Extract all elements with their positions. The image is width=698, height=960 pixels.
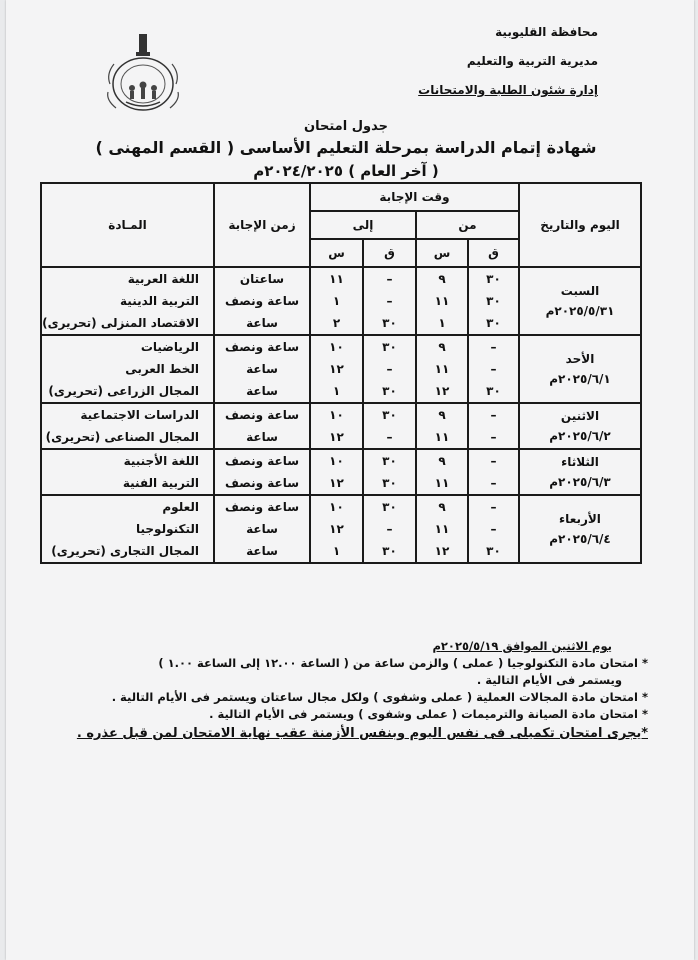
from-hours-cell-line: ١١ <box>434 362 450 376</box>
header-answer-time: وقت الإجابة <box>310 183 519 211</box>
exam-date: ٢٠٢٥/٦/٣م <box>549 475 611 489</box>
exam-notes <box>28 638 648 745</box>
duration-cell-line: ساعة <box>246 522 278 536</box>
header-to-hours: س <box>310 239 363 267</box>
from-minutes-cell <box>468 495 519 563</box>
exam-date: ٢٠٢٥/٦/١م <box>549 372 611 386</box>
table-row <box>41 335 641 403</box>
from-minutes-cell-line: – <box>490 430 497 444</box>
day-name: الثلاثاء <box>561 455 599 469</box>
exam-date: ٢٠٢٥/٦/٤م <box>549 532 611 546</box>
header-department: إدارة شئون الطلبة والامتحانات <box>418 83 598 97</box>
subject-cell-line: المجال التجارى (تحريرى) <box>51 544 199 558</box>
to-minutes-cell-line: ٣٠ <box>382 340 397 354</box>
subject-cell <box>41 335 214 403</box>
from-hours-cell <box>416 267 468 335</box>
to-hours-cell-line: ٢ <box>332 316 341 330</box>
to-minutes-cell-line: – <box>386 362 393 376</box>
note-practical-fields: * امتحان مادة المجالات العملية ( عملى وشفوى ) ولكل مجال ساعتان ويستمر فى الأيام التالية . <box>111 690 648 704</box>
duration-cell-line: ساعة <box>246 316 278 330</box>
from-hours-cell-line: ١١ <box>434 430 450 444</box>
subject-cell <box>41 449 214 495</box>
subject-cell <box>41 495 214 563</box>
to-minutes-cell <box>363 449 416 495</box>
to-hours-cell <box>310 335 363 403</box>
to-hours-cell <box>310 267 363 335</box>
subject-cell-line: اللغة العربية <box>127 272 199 286</box>
from-minutes-cell-line: – <box>490 408 497 422</box>
header-to-minutes: ق <box>363 239 416 267</box>
header-directorate: مديرية التربية والتعليم <box>466 54 598 68</box>
from-hours-cell-line: ١ <box>438 316 446 330</box>
note-technology: * امتحان مادة التكنولوجيا ( عملى ) والزمن ساعة من ( الساعة ١٢.٠٠ إلى الساعة ١.٠٠ ) <box>158 656 648 670</box>
duration-cell-line: ساعة <box>246 362 278 376</box>
from-minutes-cell-line: ٣٠ <box>486 294 501 308</box>
header-governorate: محافظة القليوبية <box>495 25 598 39</box>
to-minutes-cell-line: ٣٠ <box>382 544 397 558</box>
issuer-header <box>338 18 598 105</box>
day-name: الأحد <box>565 352 595 366</box>
certificate-title: شهادة إتمام الدراسة بمرحلة التعليم الأساسى ( القسم المهنى ) <box>95 138 597 157</box>
to-hours-cell-line: ١٢ <box>329 522 344 536</box>
subject-cell-line: التربية الدينية <box>120 294 199 308</box>
duration-cell <box>214 495 310 563</box>
from-minutes-cell-line: – <box>490 340 497 354</box>
day-date-cell <box>519 403 641 449</box>
to-minutes-cell <box>363 335 416 403</box>
to-hours-cell-line: ١٠ <box>329 408 344 422</box>
from-minutes-cell-line: – <box>490 454 497 468</box>
subject-cell <box>41 267 214 335</box>
from-hours-cell-line: ١١ <box>434 294 450 308</box>
subject-cell-line: الدراسات الاجتماعية <box>80 408 199 422</box>
subject-cell-line: التربية الفنية <box>122 476 199 490</box>
header-from-minutes: ق <box>468 239 519 267</box>
duration-cell <box>214 335 310 403</box>
duration-cell <box>214 403 310 449</box>
to-hours-cell-line: ١٢ <box>329 476 344 490</box>
duration-cell <box>214 449 310 495</box>
to-hours-cell-line: ١٠ <box>329 340 344 354</box>
duration-cell-line: ساعة <box>246 544 278 558</box>
to-hours-cell-line: ١٢ <box>329 362 344 376</box>
to-hours-cell <box>310 449 363 495</box>
duration-cell-line: ساعة ونصف <box>224 500 300 514</box>
from-hours-cell-line: ٩ <box>438 408 446 422</box>
governorate-emblem-icon <box>96 32 191 122</box>
to-minutes-cell <box>363 403 416 449</box>
from-hours-cell-line: ٩ <box>438 272 446 286</box>
to-minutes-cell-line: – <box>386 294 393 308</box>
to-minutes-cell-line: ٣٠ <box>382 384 397 398</box>
note-technology-cont: ويستمر فى الأيام التالية . <box>476 673 622 687</box>
day-date-cell <box>519 267 641 335</box>
exam-schedule-page <box>6 0 694 960</box>
day-date-cell <box>519 495 641 563</box>
to-hours-cell-line: ١ <box>332 544 341 558</box>
table-row <box>41 495 641 563</box>
header-from-hours: س <box>416 239 468 267</box>
to-minutes-cell-line: ٣٠ <box>382 408 397 422</box>
from-minutes-cell-line: – <box>490 362 497 376</box>
day-name: السبت <box>560 284 600 298</box>
day-name: الاثنين <box>560 409 600 423</box>
from-minutes-cell-line: ٣٠ <box>486 544 501 558</box>
duration-cell-line: ساعة ونصف <box>224 454 300 468</box>
exam-date: ٢٠٢٥/٥/٣١م <box>545 304 615 318</box>
exam-session: ( آخر العام ) ٢٠٢٤/٢٠٢٥م <box>253 162 439 180</box>
day-name: الأربعاء <box>559 512 601 526</box>
to-minutes-cell-line: – <box>386 272 393 286</box>
from-hours-cell-line: ١٢ <box>434 384 450 398</box>
to-hours-cell <box>310 495 363 563</box>
header-duration: زمن الإجابة <box>214 183 310 267</box>
from-minutes-cell-line: ٣٠ <box>486 272 501 286</box>
to-minutes-cell <box>363 495 416 563</box>
duration-cell-line: ساعة <box>246 430 278 444</box>
subject-cell-line: المجال الصناعى (تحريرى) <box>45 430 199 444</box>
from-hours-cell-line: ٩ <box>438 500 446 514</box>
from-hours-cell-line: ٩ <box>438 454 446 468</box>
from-minutes-cell <box>468 335 519 403</box>
from-hours-cell-line: ١٢ <box>434 544 450 558</box>
exam-schedule-table <box>40 182 642 564</box>
header-to: إلى <box>310 211 416 239</box>
to-hours-cell-line: ١٠ <box>329 454 344 468</box>
to-hours-cell <box>310 403 363 449</box>
from-hours-cell <box>416 403 468 449</box>
day-date-cell <box>519 449 641 495</box>
from-minutes-cell <box>468 267 519 335</box>
to-minutes-cell-line: ٣٠ <box>382 476 397 490</box>
from-minutes-cell-line: – <box>490 522 497 536</box>
to-minutes-cell-line: ٣٠ <box>382 316 397 330</box>
subject-cell <box>41 403 214 449</box>
duration-cell-line: ساعة ونصف <box>224 408 300 422</box>
from-hours-cell-line: ٩ <box>438 340 446 354</box>
to-minutes-cell-line: – <box>386 522 393 536</box>
table-row <box>41 267 641 335</box>
duration-cell-line: ساعة ونصف <box>224 294 300 308</box>
subject-cell-line: الاقتصاد المنزلى (تحريرى) <box>42 316 199 330</box>
note-maintenance: * امتحان مادة الصيانة والترميمات ( عملى وشفوى ) ويستمر فى الأيام التالية . <box>209 707 648 721</box>
from-minutes-cell <box>468 403 519 449</box>
to-hours-cell-line: ١٠ <box>329 500 344 514</box>
duration-cell-line: ساعة <box>246 384 278 398</box>
header-day-date: اليوم والتاريخ <box>519 183 641 267</box>
subject-cell-line: اللغة الأجنبية <box>123 454 199 468</box>
schedule-title: جدول امتحان <box>304 119 388 134</box>
duration-cell <box>214 267 310 335</box>
exam-date: ٢٠٢٥/٦/٢م <box>549 429 611 443</box>
from-hours-cell <box>416 335 468 403</box>
from-minutes-cell-line: ٣٠ <box>486 316 501 330</box>
from-hours-cell <box>416 449 468 495</box>
day-date-cell <box>519 335 641 403</box>
duration-cell-line: ساعتان <box>239 272 285 286</box>
from-minutes-cell-line: ٣٠ <box>486 384 501 398</box>
from-minutes-cell-line: – <box>490 476 497 490</box>
table-row <box>41 403 641 449</box>
to-minutes-cell-line: – <box>386 430 393 444</box>
subject-cell-line: الرياضيات <box>140 340 199 354</box>
notes-heading: يوم الاثنين الموافق ٢٠٢٥/٥/١٩م <box>432 639 612 653</box>
duration-cell-line: ساعة ونصف <box>224 476 300 490</box>
from-hours-cell <box>416 495 468 563</box>
to-hours-cell-line: ١١ <box>329 272 344 286</box>
header-from: من <box>416 211 519 239</box>
schedule-titles <box>66 118 626 182</box>
to-minutes-cell-line: ٣٠ <box>382 454 397 468</box>
duration-cell-line: ساعة ونصف <box>224 340 300 354</box>
to-minutes-cell <box>363 267 416 335</box>
to-hours-cell-line: ١٢ <box>329 430 344 444</box>
table-row <box>41 449 641 495</box>
from-minutes-cell <box>468 449 519 495</box>
header-subject: المـادة <box>41 183 214 267</box>
to-minutes-cell-line: ٣٠ <box>382 500 397 514</box>
from-minutes-cell-line: – <box>490 500 497 514</box>
subject-cell-line: الخط العربى <box>125 362 199 376</box>
subject-cell-line: المجال الزراعى (تحريرى) <box>48 384 199 398</box>
from-hours-cell-line: ١١ <box>434 476 450 490</box>
subject-cell-line: التكنولوجيا <box>136 522 199 536</box>
note-supplementary-exam: *يجرى امتحان تكميلى فى نفس اليوم وبنفس الأزمنة عقب نهاية الامتحان لمن قبل عذره . <box>76 726 648 741</box>
to-hours-cell-line: ١ <box>332 384 341 398</box>
to-hours-cell-line: ١ <box>332 294 341 308</box>
subject-cell-line: العلوم <box>162 500 199 514</box>
from-hours-cell-line: ١١ <box>434 522 450 536</box>
